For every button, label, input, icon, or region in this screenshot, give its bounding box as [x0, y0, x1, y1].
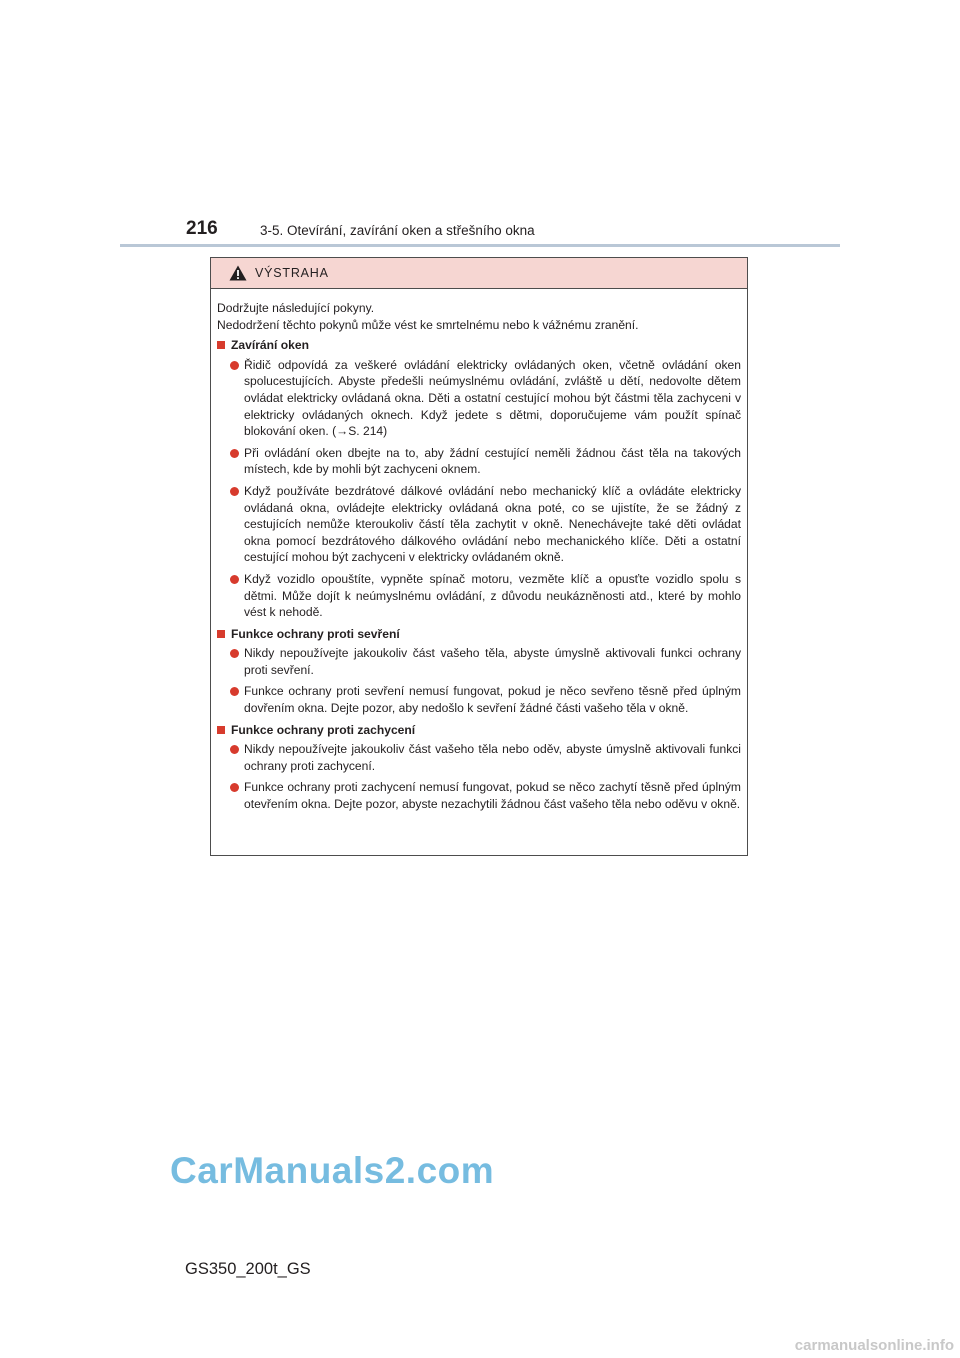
section-anti-pinch [217, 626, 741, 717]
circle-bullet-icon [230, 783, 239, 792]
footer-model-code: GS350_200t_GS [185, 1260, 311, 1278]
list-item [217, 445, 741, 478]
section-heading [217, 626, 741, 643]
circle-bullet-icon [230, 649, 239, 658]
circle-bullet-icon [230, 449, 239, 458]
page-number: 216 [186, 218, 218, 239]
section-heading [217, 722, 741, 739]
warning-triangle-icon [229, 265, 247, 281]
warning-header [211, 258, 747, 289]
list-item [217, 645, 741, 678]
circle-bullet-icon [230, 575, 239, 584]
circle-bullet-icon [230, 745, 239, 754]
warning-box [210, 257, 748, 856]
circle-bullet-icon [230, 361, 239, 370]
list-item-text: Když vozidlo opouštíte, vypněte spínač motoru, vezměte klíč a opusťte vozidlo spolu s dětmi. Může dojít k neúmyslnému ovládání, z důvodu neukázněnosti atd., které by mohlo vést k nehodě. [244, 571, 741, 620]
page-header [120, 214, 840, 246]
square-bullet-icon [217, 726, 225, 734]
section-heading-text: Funkce ochrany proti sevření [231, 626, 400, 641]
section-heading [217, 337, 741, 354]
list-item [217, 357, 741, 440]
section-anti-catch [217, 722, 741, 813]
intro-line-1: Dodržujte následující pokyny. [217, 301, 375, 315]
warning-body [211, 289, 747, 813]
list-item-text: Řidič odpovídá za veškeré ovládání elektricky ovládaných oken, včetně ovládání oken spolucestujících. Abyste předešli neúmyslnému ovládání, zvláště u dětí, nedovolte dětem ovládat elektricky ovládaná okna. Děti a ostatní cestující mohou být částmi těla zachyceni v elektricky ovládaných oknech. Když jedete s dětmi, doporučujeme vám použít spínač blokování oken. (→S. 214) [244, 357, 741, 439]
list-item-text: Funkce ochrany proti sevření nemusí fungovat, pokud je něco sevřeno těsně před úplným dovřením okna. Dejte pozor, aby nedošlo k sevření žádné části vašeho těla v okně. [244, 684, 741, 716]
header-divider [120, 244, 840, 247]
list-item [217, 779, 741, 812]
watermark-site: carmanualsonline.info [794, 1337, 954, 1354]
intro-line-2: Nedodržení těchto pokynů může vést ke smrtelnému nebo k vážnému zranění. [217, 317, 639, 332]
list-item-text: Funkce ochrany proti zachycení nemusí fungovat, pokud se něco zachytí těsně před úplným otevřením okna. Dejte pozor, abyste nezachytili žádnou část vašeho těla nebo oděvu v okně. [244, 780, 741, 812]
square-bullet-icon [217, 630, 225, 638]
section-closing-windows [217, 337, 741, 621]
list-item-text: Když používáte bezdrátové dálkové ovládání nebo mechanický klíč a ovládáte elektricky ovládaná okna, ovládejte elektricky ovládaná okna poté, co se ujistíte, že se žádný z cestujících nemůže kteroukoliv částí těla zachytit v okně. Nenechávejte také děti ovládat okna pomocí bezdrátového dálkového ovládání nebo mechanického klíče. Děti a ostatní cestující mohou být zachyceni v elektricky ovládaném okně. [244, 483, 741, 565]
section-heading-text: Zavírání oken [231, 338, 309, 353]
list-item [217, 683, 741, 716]
warning-intro [217, 300, 741, 333]
circle-bullet-icon [230, 687, 239, 696]
list-item-text: Nikdy nepoužívejte jakoukoliv část vašeho těla, abyste úmyslně aktivovali funkci ochrany proti sevření. [244, 646, 741, 677]
list-item [217, 571, 741, 621]
list-item [217, 741, 741, 774]
watermark-logo: CarManuals2.com [170, 1150, 495, 1191]
list-item-text: Při ovládání oken dbejte na to, aby žádní cestující neměli žádnou část těla na takových místech, kde by mohli být zachyceni oknem. [244, 445, 741, 477]
section-title: 3-5. Otevírání, zavírání oken a střešního okna [260, 223, 535, 238]
square-bullet-icon [217, 341, 225, 349]
warning-title: VÝSTRAHA [255, 266, 329, 280]
section-heading-text: Funkce ochrany proti zachycení [231, 722, 416, 737]
list-item-text: Nikdy nepoužívejte jakoukoliv část vašeho těla nebo oděv, abyste úmyslně aktivovali funkci ochrany proti zachycení. [244, 742, 741, 773]
circle-bullet-icon [230, 487, 239, 496]
list-item [217, 483, 741, 566]
